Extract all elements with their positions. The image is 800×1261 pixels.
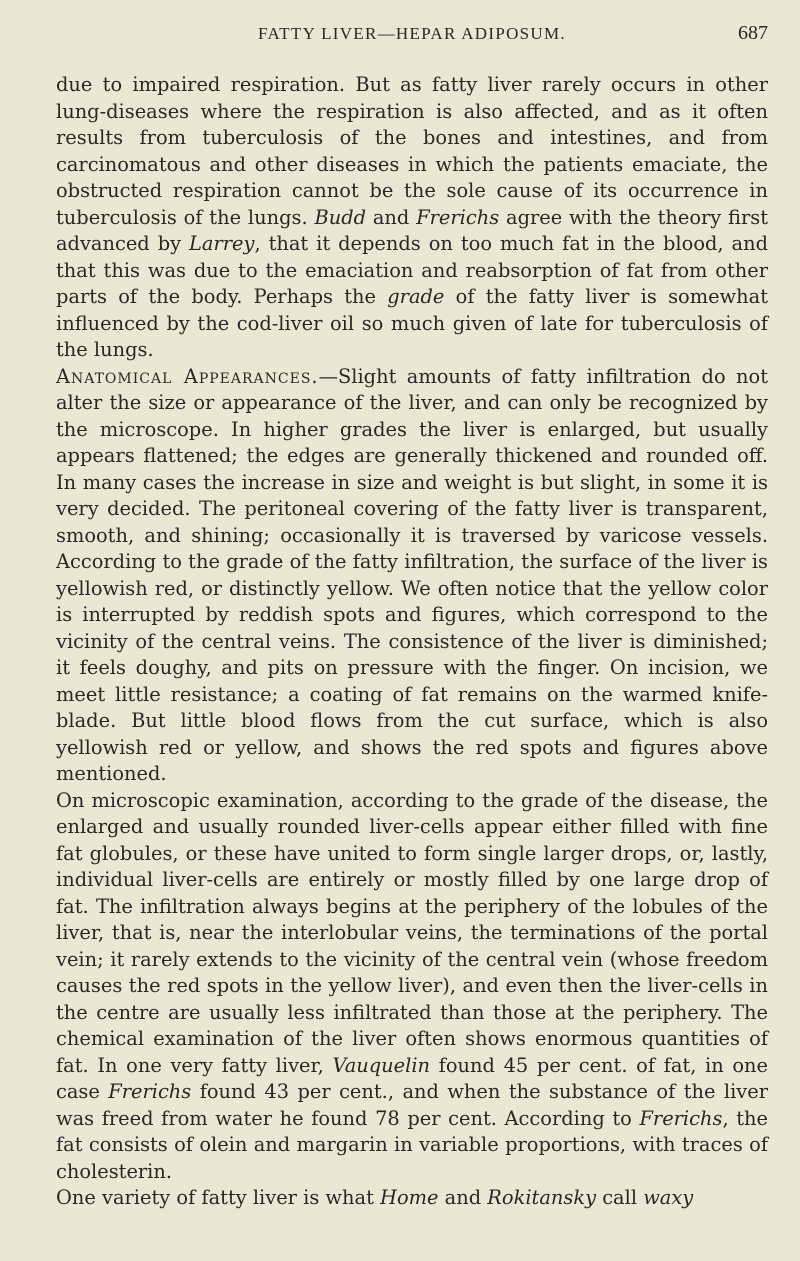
paragraph [56, 1185, 768, 1212]
section-heading: Anatomical Appearances. [56, 364, 319, 388]
text-run: On microscopic examination, according to the grade of the disease, the enlarged and usually rounded liver-cells appear either filled with fine fat globules, or these have united to form single larger drops, or, lastly, individual liver-cells are entirely or mostly filled by one large drop of fat. The infiltration always begins at the periphery of the lobules of the liver, that is, near the interlobular veins, the terminations of the portal vein; it rarely extends to the vicinity of the central vein (whose freedom causes the red spots in the yellow liver), and even then the liver-cells in the centre are usually less infiltrated than those at the periphery. The chemical examination of the liver often shows enormous quantities of fat. In one very fatty liver, [56, 788, 768, 1077]
text-run: agree with the theory first advanced by [56, 205, 769, 255]
text-run: , the fat consists of olein and margarin in variable proportions, with traces of cholesterin. [56, 1106, 768, 1183]
text-run: —Slight amounts of fatty infiltration do not alter the size or appearance of the liver, and can only be recognized by the microscope. In higher grades the liver is enlarged, but usually appears flattened; the edges are generally thickened and rounded off. In many cases the increase in size and weight is but slight, in some it is very decided. The peritoneal covering of the fatty liver is transparent, smooth, and shining; occasionally it is traversed by varicose vessels. According to the grade of the fatty infiltration, the surface of the liver is yellowish red, or distinctly yellow. We often notice that the yellow color is interrupted by reddish spots and figures, which correspond to the vicinity of the central veins. The consistence of the liver is diminished; it feels doughy, and pits on pressure with the finger. On incision, we meet little resistance; a coating of fat remains on the warmed knife-blade. But little blood flows from the cut surface, which is also yellowish red or yellow, and shows the red spots and figures above mentioned. [56, 364, 769, 785]
italic-run: Frerichs [639, 1106, 723, 1130]
italic-run: waxy [643, 1186, 694, 1209]
italic-run: grade [387, 285, 445, 308]
text-run: , that it depends on too much fat in the blood, and that this was due to the emaciation and reabsorption of fat from other parts of the body. Perhaps the [56, 232, 768, 308]
italic-run: Frerichs [108, 1080, 192, 1103]
text-run: and [438, 1186, 488, 1209]
body-text [56, 72, 768, 1212]
text-run: One variety of fatty liver is what [56, 1186, 381, 1209]
paragraph [56, 364, 768, 788]
text-run: and [366, 205, 417, 229]
italic-run: Rokitansky [487, 1186, 597, 1209]
italic-run: Home [380, 1186, 439, 1209]
book-page [56, 24, 768, 1244]
running-title: FATTY LIVER—HEPAR ADIPOSUM. [258, 24, 566, 43]
text-run: call [596, 1186, 644, 1209]
paragraph [56, 788, 768, 1186]
text-run: found 43 per cent., and when the substance of the liver was freed from water he found 78 per cent. According to [56, 1080, 768, 1130]
text-run: of the fatty liver is somewhat influenced by the cod-liver oil so much given of late for tuberculosis of the lungs. [56, 285, 768, 361]
page-number: 687 [738, 22, 768, 44]
italic-run: Vauquelin [332, 1053, 431, 1077]
running-head [56, 24, 768, 54]
text-run: due to impaired respiration. But as fatty liver rarely occurs in other lung-diseases where the respiration is also affected, and as it often results from tuberculosis of the bones and intestines, and from carcinomatous and other diseases in which the patients emaciate, the obstructed respiration cannot be the sole cause of its occurrence in tuberculosis of the lungs. [56, 73, 768, 229]
italic-run: Larrey [189, 232, 255, 255]
text-run: found 45 per cent. of fat, in one case [56, 1053, 768, 1103]
italic-run: Budd [314, 205, 367, 229]
paragraph [56, 72, 768, 364]
italic-run: Frerichs [416, 205, 500, 229]
